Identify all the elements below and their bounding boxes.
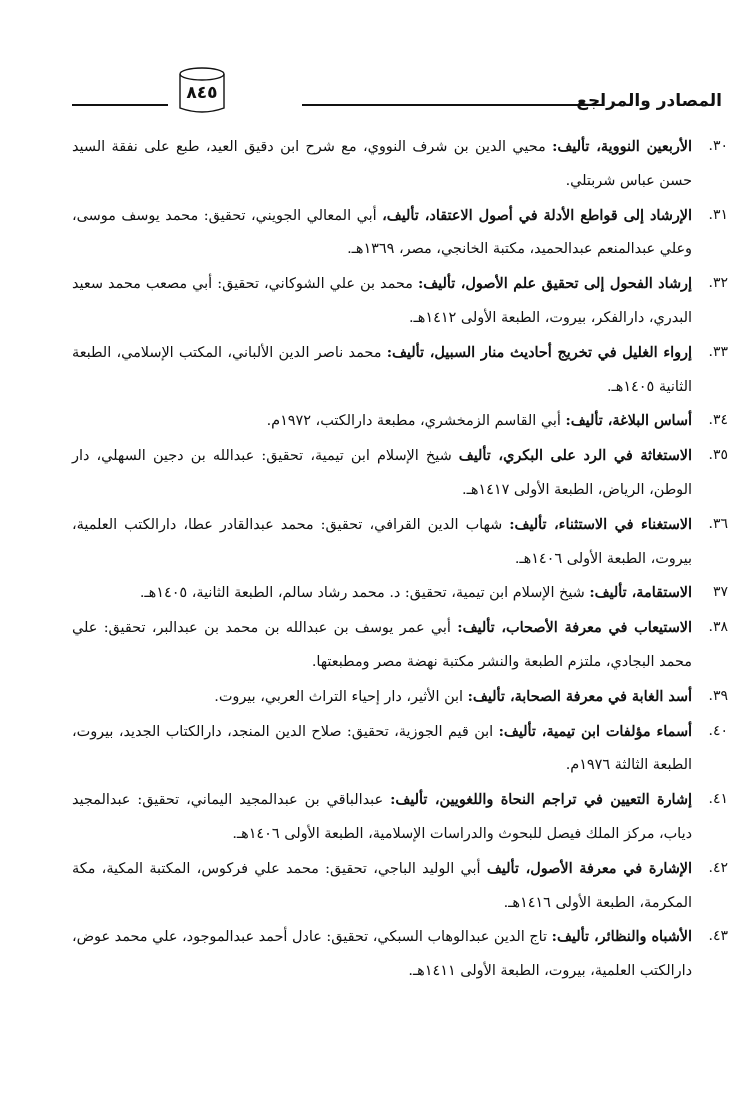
entry-body: عبدالباقي بن عبدالمجيد اليماني، تحقيق: عبدالمجيد دياب، مركز الملك فيصل للبحوث والدراسات الإسلامية، الطبعة الأولى ١٤٠٦هـ. xyxy=(72,792,692,842)
reference-entry xyxy=(72,783,728,852)
page-header xyxy=(72,66,722,120)
entry-title: الأشباه والنظائر، تأليف: xyxy=(551,928,692,946)
reference-entry xyxy=(72,611,728,680)
entry-title: أسد الغابة في معرفة الصحابة، تأليف: xyxy=(467,687,692,705)
header-rule-left xyxy=(72,104,168,106)
entry-body: تاج الدين عبدالوهاب السبكي، تحقيق: عادل أحمد عبدالموجود، علي محمد عوض، دارالكتب العلمية، بيروت، الطبعة الأولى ١٤١١هـ. xyxy=(72,929,692,980)
reference-entry xyxy=(72,852,728,921)
entry-body: ابن الأثير، دار إحياء التراث العربي، بيروت. xyxy=(214,688,468,705)
page-number: ٨٤٥ xyxy=(186,83,218,103)
reference-entry xyxy=(72,199,728,268)
entry-title: إشارة التعيين في تراجم النحاة واللغويين، تأليف: xyxy=(390,791,692,809)
entry-body: محمد بن علي الشوكاني، تحقيق: أبي مصعب محمد سعيد البدري، دارالفكر، بيروت، الطبعة الأولى ١٤١٢هـ. xyxy=(72,276,692,326)
entry-body: أبي الوليد الباجي، تحقيق: محمد علي فركوس، المكتبة المكية، مكة المكرمة، الطبعة الأولى ١٤١٦هـ. xyxy=(72,860,692,911)
entry-number: ٤٣. xyxy=(708,928,728,945)
running-header-title: المصادر والمراجع xyxy=(576,91,722,111)
reference-entry xyxy=(72,130,728,199)
entry-number: ٣٤. xyxy=(708,412,728,429)
entry-title: الإرشاد إلى قواطع الأدلة في أصول الاعتقاد، تأليف، xyxy=(382,206,692,224)
entry-body: أبي عمر يوسف بن عبدالله بن محمد بن عبدالبر، تحقيق: علي محمد البجادي، ملتزم الطبعة والنشر مكتبة نهضة مصر ومطبعتها. xyxy=(72,620,692,670)
entry-title: الاستقامة، تأليف: xyxy=(589,584,692,602)
entry-body: محمد ناصر الدين الألباني، المكتب الإسلامي، الطبعة الثانية ١٤٠٥هـ. xyxy=(72,344,692,395)
reference-entry xyxy=(72,404,728,439)
entry-number: ٤٢. xyxy=(708,859,728,876)
entry-number: ٤١. xyxy=(708,791,728,808)
entry-title: أسماء مؤلفات ابن تيمية، تأليف: xyxy=(498,722,692,740)
header-rule-right xyxy=(302,104,602,106)
entry-title: الإشارة في معرفة الأصول، تأليف xyxy=(486,859,692,877)
entry-title: الاستغاثة في الرد على البكري، تأليف xyxy=(458,447,692,465)
entry-number: ٣٨. xyxy=(708,619,728,636)
entry-title: إرواء الغليل في تخريج أحاديث منار السبيل، تأليف: xyxy=(386,343,693,361)
reference-entry xyxy=(72,920,728,989)
entry-number: ٣٥. xyxy=(708,447,728,464)
entry-number: ٣٢. xyxy=(708,275,728,292)
reference-entry xyxy=(72,508,728,577)
entry-title: إرشاد الفحول إلى تحقيق علم الأصول، تأليف: xyxy=(417,275,692,293)
reference-entry xyxy=(72,715,728,784)
entry-body: شيخ الإسلام ابن تيمية، تحقيق: عبدالله بن دجين السهلي، دار الوطن، الرياض، الطبعة الأولى ١٤١٧هـ. xyxy=(72,448,692,498)
entry-body: أبي القاسم الزمخشري، مطبعة دارالكتب، ١٩٧٢م. xyxy=(266,413,566,430)
entry-number: ٤٠. xyxy=(708,722,728,739)
entry-title: الأربعين النووية، تأليف: xyxy=(552,138,692,155)
reference-entry xyxy=(72,439,728,508)
reference-entry xyxy=(72,336,728,405)
entry-title: الاستيعاب في معرفة الأصحاب، تأليف: xyxy=(457,619,692,637)
entry-number: ٣٠. xyxy=(708,138,728,154)
page-number-badge xyxy=(176,66,228,116)
entry-number: ٣١. xyxy=(708,206,728,223)
entry-number: ٣٦. xyxy=(708,515,728,532)
entry-body: شهاب الدين القرافي، تحقيق: محمد عبدالقادر عطا، دارالكتب العلمية، بيروت، الطبعة الأولى ١٤٠٦هـ. xyxy=(72,516,692,567)
reference-entry xyxy=(72,267,728,336)
entry-body: ابن قيم الجوزية، تحقيق: صلاح الدين المنجد، دارالكتاب الجديد، بيروت، الطبعة الثالثة ١٩٧٦م. xyxy=(72,723,692,774)
entry-number: ٣٩. xyxy=(708,687,728,704)
references-list xyxy=(72,130,728,989)
entry-body: محيي الدين بن شرف النووي، مع شرح ابن دقيق العيد، طبع على نفقة السيد حسن عباس شربتلي. xyxy=(72,139,692,189)
reference-entry xyxy=(72,576,728,611)
entry-body: شيخ الإسلام ابن تيمية، تحقيق: د. محمد رشاد سالم، الطبعة الثانية، ١٤٠٥هـ. xyxy=(139,585,590,602)
entry-title: أساس البلاغة، تأليف: xyxy=(565,412,692,430)
entry-number: ٣٧ xyxy=(712,584,728,601)
entry-number: ٣٣. xyxy=(708,343,728,360)
reference-entry xyxy=(72,680,728,715)
entry-body: أبي المعالي الجويني، تحقيق: محمد يوسف موسى، وعلي عبدالمنعم عبدالحميد، مكتبة الخانجي، مصر، ١٣٦٩هـ. xyxy=(72,207,692,258)
entry-title: الاستغناء في الاستثناء، تأليف: xyxy=(509,515,692,533)
